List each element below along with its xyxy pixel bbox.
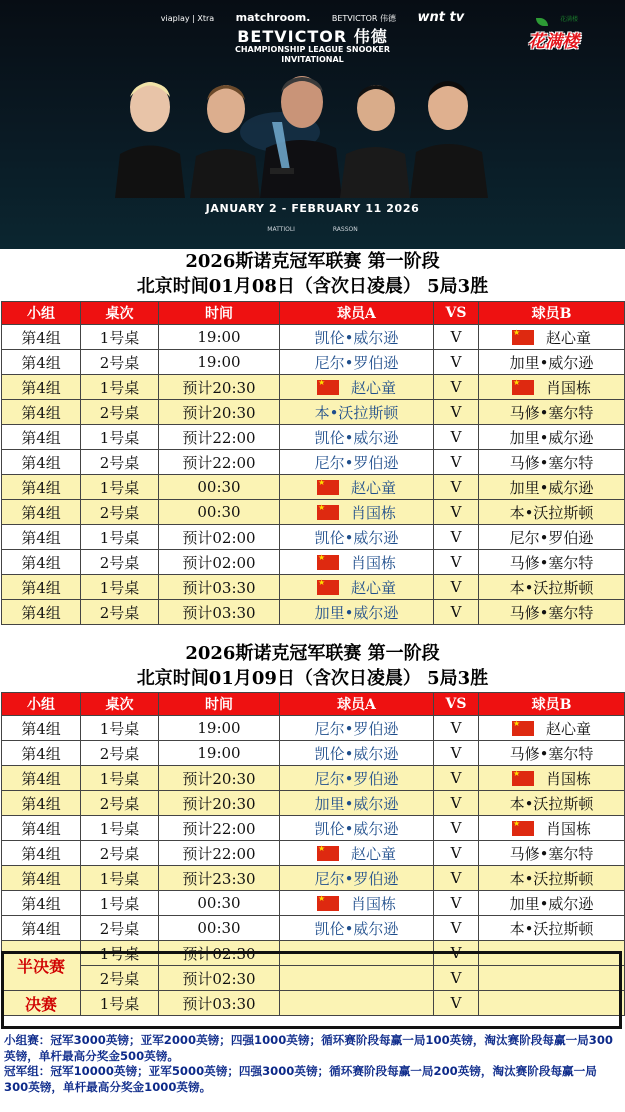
- player-b-cell: 马修•塞尔特: [479, 400, 625, 425]
- player-b-cell: 加里•威尔逊: [479, 350, 625, 375]
- player-a-cell: 尼尔•罗伯逊: [280, 766, 434, 791]
- player-b-cell: ★ 赵心童: [479, 716, 625, 741]
- time-cell: 预计03:30: [159, 600, 280, 625]
- player-b-cell: 本•沃拉斯顿: [479, 500, 625, 525]
- group-cell: 第4组: [2, 575, 81, 600]
- player-b-cell: ★ 赵心童: [479, 325, 625, 350]
- player-a-cell: 凯伦•威尔逊: [280, 425, 434, 450]
- section-title: 2026斯诺克冠军联赛 第一阶段: [185, 643, 440, 664]
- time-cell: 19:00: [159, 716, 280, 741]
- player-a-cell: [280, 966, 434, 991]
- vs-cell: V: [434, 350, 479, 375]
- final-label: 决赛: [2, 991, 81, 1016]
- column-header: 球员A: [280, 302, 434, 325]
- player-a-cell: 凯伦•威尔逊: [280, 741, 434, 766]
- time-cell: 预计03:30: [159, 991, 280, 1016]
- table-cell: 1号桌: [81, 325, 159, 350]
- player-a-cell: ★ 赵心童: [280, 475, 434, 500]
- column-header: 球员B: [479, 693, 625, 716]
- group-cell: 第4组: [2, 600, 81, 625]
- player-a-cell: ★ 赵心童: [280, 575, 434, 600]
- group-cell: 第4组: [2, 866, 81, 891]
- vs-cell: V: [434, 766, 479, 791]
- table-cell: 2号桌: [81, 350, 159, 375]
- player-a-cell: ★ 肖国栋: [280, 550, 434, 575]
- section-title: 2026斯诺克冠军联赛 第一阶段: [185, 251, 440, 272]
- player-b-cell: ★ 肖国栋: [479, 766, 625, 791]
- player-b-cell: 马修•塞尔特: [479, 550, 625, 575]
- table-row: [2, 375, 625, 400]
- time-cell: 预计02:30: [159, 941, 280, 966]
- vs-cell: V: [434, 716, 479, 741]
- vs-cell: V: [434, 400, 479, 425]
- group-cell: 第4组: [2, 741, 81, 766]
- table-cell: 2号桌: [81, 400, 159, 425]
- table-row: [2, 766, 625, 791]
- group-cell: 第4组: [2, 716, 81, 741]
- player-a-cell: 尼尔•罗伯逊: [280, 450, 434, 475]
- table-cell: 1号桌: [81, 941, 159, 966]
- vs-cell: V: [434, 575, 479, 600]
- vs-cell: V: [434, 375, 479, 400]
- player-a-cell: 尼尔•罗伯逊: [280, 350, 434, 375]
- china-flag-icon: [317, 555, 339, 570]
- time-cell: 预计22:00: [159, 816, 280, 841]
- time-cell: 预计20:30: [159, 400, 280, 425]
- group-cell: 第4组: [2, 841, 81, 866]
- time-cell: 00:30: [159, 916, 280, 941]
- schedule-table-day2: [1, 692, 625, 1016]
- time-cell: 预计20:30: [159, 791, 280, 816]
- time-cell: 预计03:30: [159, 575, 280, 600]
- group-cell: 第4组: [2, 400, 81, 425]
- player-b-cell: 马修•塞尔特: [479, 600, 625, 625]
- table-row: [2, 325, 625, 350]
- player-a-cell: 本•沃拉斯顿: [280, 400, 434, 425]
- player-a-cell: 尼尔•罗伯逊: [280, 716, 434, 741]
- time-cell: 00:30: [159, 500, 280, 525]
- group-cell: 第4组: [2, 500, 81, 525]
- table-row: [2, 791, 625, 816]
- table-cell: 1号桌: [81, 475, 159, 500]
- table-row: [2, 741, 625, 766]
- group-cell: 第4组: [2, 766, 81, 791]
- table-cell: 1号桌: [81, 525, 159, 550]
- time-cell: 19:00: [159, 741, 280, 766]
- player-b-cell: [479, 966, 625, 991]
- vs-cell: V: [434, 941, 479, 966]
- player-b-cell: 加里•威尔逊: [479, 425, 625, 450]
- player-a-cell: 凯伦•威尔逊: [280, 816, 434, 841]
- logo-rasson: RASSON: [332, 226, 358, 233]
- date-range: JANUARY 2 - FEBRUARY 11 2026: [205, 202, 420, 215]
- china-flag-icon: [317, 580, 339, 595]
- time-cell: 预计23:30: [159, 866, 280, 891]
- player-b-cell: ★ 肖国栋: [479, 816, 625, 841]
- vs-cell: V: [434, 600, 479, 625]
- table-cell: 1号桌: [81, 425, 159, 450]
- china-flag-icon: [317, 480, 339, 495]
- china-flag-icon: [512, 821, 534, 836]
- group-cell: 第4组: [2, 791, 81, 816]
- note-winners-group: 冠军组：冠军10000英镑；亚军5000英镑；四强3000英镑；循环赛阶段每赢一局200英镑，淘汰赛阶段每赢一局300英镑，单杆最高分奖金1000英镑。: [4, 1064, 597, 1094]
- table-cell: 1号桌: [81, 575, 159, 600]
- china-flag-icon: [317, 846, 339, 861]
- vs-cell: V: [434, 891, 479, 916]
- table-row: [2, 525, 625, 550]
- group-cell: 第4组: [2, 816, 81, 841]
- player-a-cell: [280, 941, 434, 966]
- column-header: 时间: [159, 693, 280, 716]
- table-row: [2, 716, 625, 741]
- vs-cell: V: [434, 525, 479, 550]
- time-cell: 预计22:00: [159, 450, 280, 475]
- player-figure: [340, 85, 410, 198]
- vs-cell: V: [434, 966, 479, 991]
- vs-cell: V: [434, 991, 479, 1016]
- time-cell: 00:30: [159, 475, 280, 500]
- final-row: [2, 991, 625, 1016]
- sponsor-matchroom: matchroom.: [235, 11, 311, 24]
- time-cell: 预计22:00: [159, 841, 280, 866]
- vs-cell: V: [434, 325, 479, 350]
- footer-logos: [0, 226, 625, 233]
- china-flag-icon: [317, 380, 339, 395]
- table-row: [2, 600, 625, 625]
- event-banner: [0, 0, 625, 249]
- vs-cell: V: [434, 500, 479, 525]
- vs-cell: V: [434, 425, 479, 450]
- group-cell: 第4组: [2, 916, 81, 941]
- logo-mattioli: MATTIOLI: [267, 226, 295, 233]
- vs-cell: V: [434, 741, 479, 766]
- time-cell: 预计02:00: [159, 550, 280, 575]
- table-cell: 2号桌: [81, 450, 159, 475]
- table-row: [2, 891, 625, 916]
- table-row: [2, 350, 625, 375]
- china-flag-icon: [512, 380, 534, 395]
- player-b-cell: 本•沃拉斯顿: [479, 916, 625, 941]
- group-cell: 第4组: [2, 425, 81, 450]
- vs-cell: V: [434, 475, 479, 500]
- player-figure: [115, 82, 185, 198]
- player-b-cell: 马修•塞尔特: [479, 741, 625, 766]
- player-a-cell: ★ 赵心童: [280, 375, 434, 400]
- player-b-cell: 马修•塞尔特: [479, 841, 625, 866]
- player-b-cell: ★ 肖国栋: [479, 375, 625, 400]
- table-row: [2, 816, 625, 841]
- table-cell: 1号桌: [81, 866, 159, 891]
- sponsor-wnt: wnt tv: [417, 10, 465, 25]
- group-cell: 第4组: [2, 525, 81, 550]
- section-subtitle: 北京时间01月09日（含次日凌晨） 5局3胜: [136, 668, 489, 689]
- player-a-cell: 加里•威尔逊: [280, 600, 434, 625]
- player-b-cell: [479, 991, 625, 1016]
- note-group-stage: 小组赛：冠军3000英镑；亚军2000英镑；四强1000英镑；循环赛阶段每赢一局100英镑，淘汰赛阶段每赢一局300英镑，单杆最高分奖金500英镑。: [4, 1033, 613, 1063]
- column-header: 小组: [2, 693, 81, 716]
- table-cell: 2号桌: [81, 600, 159, 625]
- player-b-cell: 本•沃拉斯顿: [479, 866, 625, 891]
- schedule-table-day1: [1, 301, 625, 625]
- vs-cell: V: [434, 841, 479, 866]
- player-b-cell: 尼尔•罗伯逊: [479, 525, 625, 550]
- column-header: VS: [434, 693, 479, 716]
- table-row: [2, 425, 625, 450]
- column-header: 小组: [2, 302, 81, 325]
- table-header: [2, 693, 625, 716]
- column-header: 球员A: [280, 693, 434, 716]
- vs-cell: V: [434, 791, 479, 816]
- group-cell: 第4组: [2, 375, 81, 400]
- group-cell: 第4组: [2, 475, 81, 500]
- player-b-cell: 马修•塞尔特: [479, 450, 625, 475]
- event-name: CHAMPIONSHIP LEAGUE SNOOKER INVITATIONAL: [234, 45, 391, 64]
- time-cell: 19:00: [159, 325, 280, 350]
- player-a-cell: ★ 赵心童: [280, 841, 434, 866]
- table-row: [2, 450, 625, 475]
- players-photo: [110, 62, 520, 198]
- group-cell: 第4组: [2, 350, 81, 375]
- china-flag-icon: [317, 896, 339, 911]
- table-row: [2, 550, 625, 575]
- group-cell: 第4组: [2, 450, 81, 475]
- player-figure: [410, 81, 488, 198]
- table-cell: 1号桌: [81, 716, 159, 741]
- player-b-cell: 加里•威尔逊: [479, 891, 625, 916]
- player-a-cell: [280, 991, 434, 1016]
- time-cell: 预计02:30: [159, 966, 280, 991]
- player-a-cell: 凯伦•威尔逊: [280, 916, 434, 941]
- time-cell: 预计20:30: [159, 375, 280, 400]
- vs-cell: V: [434, 816, 479, 841]
- time-cell: 00:30: [159, 891, 280, 916]
- time-cell: 预计02:00: [159, 525, 280, 550]
- player-b-cell: 加里•威尔逊: [479, 475, 625, 500]
- table-cell: 2号桌: [81, 741, 159, 766]
- table-row: [2, 575, 625, 600]
- table-cell: 2号桌: [81, 550, 159, 575]
- semifinal-label: 半决赛: [2, 941, 81, 991]
- table-cell: 1号桌: [81, 991, 159, 1016]
- time-cell: 预计22:00: [159, 425, 280, 450]
- table-row: [2, 866, 625, 891]
- vs-cell: V: [434, 450, 479, 475]
- table-row: [2, 916, 625, 941]
- time-cell: 预计20:30: [159, 766, 280, 791]
- sponsor-viaplay: viaplay | Xtra: [160, 14, 215, 23]
- player-a-cell: ★ 肖国栋: [280, 891, 434, 916]
- player-b-cell: [479, 941, 625, 966]
- player-a-cell: 加里•威尔逊: [280, 791, 434, 816]
- table-row: [2, 841, 625, 866]
- vs-cell: V: [434, 866, 479, 891]
- group-cell: 第4组: [2, 325, 81, 350]
- table-cell: 2号桌: [81, 500, 159, 525]
- table-cell: 2号桌: [81, 841, 159, 866]
- player-b-cell: 本•沃拉斯顿: [479, 575, 625, 600]
- player-a-cell: 尼尔•罗伯逊: [280, 866, 434, 891]
- china-flag-icon: [512, 771, 534, 786]
- china-flag-icon: [317, 505, 339, 520]
- table-cell: 2号桌: [81, 966, 159, 991]
- betvictor-logo: BETVICTOR 伟德: [237, 27, 388, 46]
- semifinal-row: [2, 941, 625, 966]
- table-cell: 1号桌: [81, 766, 159, 791]
- table-cell: 1号桌: [81, 891, 159, 916]
- semifinal-row: [2, 966, 625, 991]
- brand-logo: 花满楼 花满楼: [528, 16, 579, 52]
- leaf-icon: [536, 18, 548, 26]
- table-cell: 1号桌: [81, 816, 159, 841]
- vs-cell: V: [434, 916, 479, 941]
- player-a-cell: 凯伦•威尔逊: [280, 325, 434, 350]
- column-header: 桌次: [81, 693, 159, 716]
- china-flag-icon: [512, 330, 534, 345]
- china-flag-icon: [512, 721, 534, 736]
- player-a-cell: ★ 肖国栋: [280, 500, 434, 525]
- column-header: 时间: [159, 302, 280, 325]
- section-subtitle: 北京时间01月08日（含次日凌晨） 5局3胜: [136, 276, 489, 297]
- table-cell: 2号桌: [81, 791, 159, 816]
- table-cell: 2号桌: [81, 916, 159, 941]
- player-a-cell: 凯伦•威尔逊: [280, 525, 434, 550]
- table-header: [2, 302, 625, 325]
- group-cell: 第4组: [2, 550, 81, 575]
- column-header: 球员B: [479, 302, 625, 325]
- player-b-cell: 本•沃拉斯顿: [479, 791, 625, 816]
- vs-cell: V: [434, 550, 479, 575]
- table-row: [2, 500, 625, 525]
- time-cell: 19:00: [159, 350, 280, 375]
- table-cell: 1号桌: [81, 375, 159, 400]
- table-row: [2, 400, 625, 425]
- prize-notes: [4, 1033, 620, 1095]
- table-row: [2, 475, 625, 500]
- sponsor-betvictor: BETVICTOR 伟德: [331, 14, 396, 23]
- column-header: VS: [434, 302, 479, 325]
- column-header: 桌次: [81, 302, 159, 325]
- group-cell: 第4组: [2, 891, 81, 916]
